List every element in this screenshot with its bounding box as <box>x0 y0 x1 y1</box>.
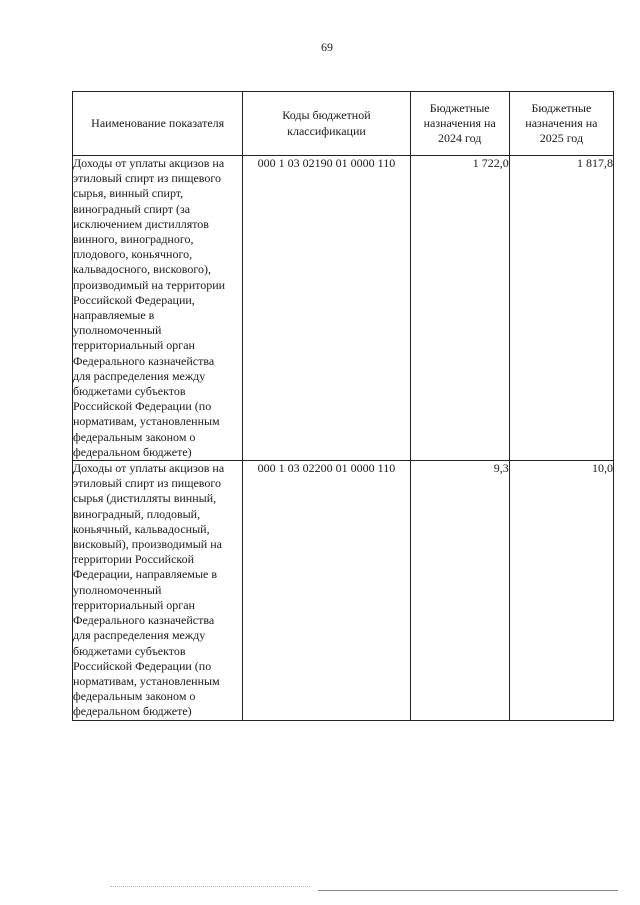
row-classification-code: 000 1 03 02200 01 0000 110 <box>243 461 410 720</box>
header-classification-codes: Коды бюджетной классификации <box>243 92 410 156</box>
row-value-2025: 1 817,8 <box>509 156 613 461</box>
header-indicator-name: Наименование показателя <box>73 92 243 156</box>
footer-scan-artifact <box>110 886 310 887</box>
budget-table <box>72 91 614 721</box>
footer-rule <box>318 890 618 891</box>
row-indicator-name: Доходы от уплаты акцизов на этиловый спирт из пищевого сырья, винный спирт, виноградный спирт (за исключением дистиллятов винного, виноградного, плодового, коньячного, кальвадосного, вискового), производимый на территории Российской Федерации, направляемые в уполномоченный территориальный орган Федерального казначейства для распределения между бюджетами субъектов Российской Федерации (по нормативам, установленным федеральным законом о федеральном бюджете) <box>73 156 243 461</box>
row-value-2024: 1 722,0 <box>410 156 509 461</box>
header-budget-2025: Бюджетные назначения на 2025 год <box>509 92 613 156</box>
page-number: 69 <box>321 40 333 54</box>
header-budget-2024: Бюджетные назначения на 2024 год <box>410 92 509 156</box>
header-row <box>73 92 614 156</box>
row-classification-code: 000 1 03 02190 01 0000 110 <box>243 156 410 461</box>
row-indicator-name: Доходы от уплаты акцизов на этиловый спирт из пищевого сырья (дистилляты винный, виноградный, плодовый, коньячный, кальвадосный, висковый), производимый на территории Российской Федерации, направляемые в уполномоченный территориальный орган Федерального казначейства для распределения между бюджетами субъектов Российской Федерации (по нормативам, установленным федеральным законом о федеральном бюджете) <box>73 461 243 720</box>
row-value-2024: 9,3 <box>410 461 509 720</box>
table-header <box>73 92 614 156</box>
table-row <box>73 461 614 720</box>
table-row <box>73 156 614 461</box>
row-value-2025: 10,0 <box>509 461 613 720</box>
